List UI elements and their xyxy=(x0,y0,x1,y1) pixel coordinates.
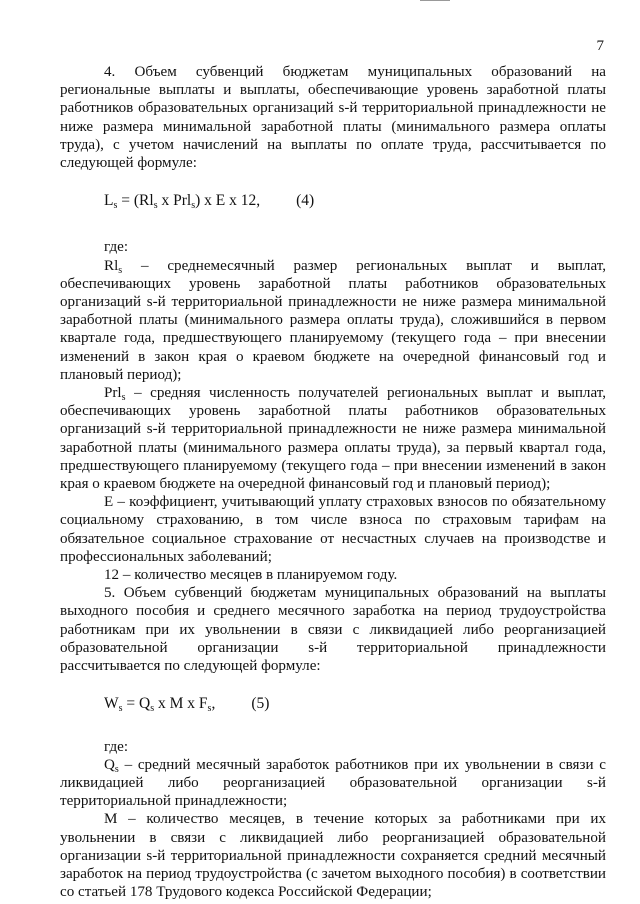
scan-mark xyxy=(420,0,450,4)
formula-4: $L_s = (Rl_s$ x Prl$_s$) x E x 12, (4) xyxy=(104,192,315,212)
definition-e: E – коэффициент, учитывающий уплату страховых взносов по обязательному социальному страхованию, в том числе взноса по страховым тарифам на обязательное социальное страхование от несчастных случаев на производстве и профессиональных заболеваний; xyxy=(60,494,606,565)
definition-prl: Prl$_s$ – средняя численность получателей региональных выплат и выплат, обеспечивающих уровень заработной платы работников образовательных организаций s-й территориальной принадлежности не ниже размера минимальной заработной платы (минимального размера оплаты труда), за первый квартал года, предшествующего планируемому (текущего года – при внесении изменений в закон края о краевом бюджете на очередной финансовый год и плановый период); xyxy=(60,385,606,493)
formula-5: $W_s = Q_s$ x M x $F_s$, (5) xyxy=(104,695,270,715)
paragraph-4: 4. Объем субвенций бюджетам муниципальных образований на региональные выплаты и выплаты, обеспечивающие уровень заработной платы работников образовательных организаций s-й территориальной принадлежности не ниже размера минимальной заработной платы (минимального размера оплаты труда), с учетом начислений на выплаты по оплате труда, рассчитывается по следующей формуле: xyxy=(60,64,606,172)
formula-4-number: (4) xyxy=(296,192,315,210)
where-label-2: где: xyxy=(104,738,129,755)
page-number: 7 xyxy=(596,38,604,54)
definition-rl: $Rl_s$ – среднемесячный размер региональных выплат и выплат, обеспечивающих уровень заработной платы работников образовательных организаций s-й территориальной принадлежности не ниже размера минимальной заработной платы (минимального размера оплаты труда), сложившийся в первом квартале года, предшествующего планируемому (текущего года – при внесении изменений в закон края о краевом бюджете на очередной финансовый год и плановый период); xyxy=(60,257,606,383)
definition-m: M – количество месяцев, в течение которых за работниками при их увольнении в связи с ликвидацией либо реорганизацией образовательной организации s-й территориальной принадлежности сохраняется средний месячный заработок на период трудоустройства (с зачетом выходного пособия) в соответствии со статьей 178 Трудового кодекса Российской Федерации; xyxy=(60,811,606,901)
definition-12: 12 – количество месяцев в планируемом году. xyxy=(104,567,398,584)
paragraph-5: 5. Объем субвенций бюджетам муниципальных образований на выплаты выходного пособия и среднего месячного заработка на период трудоустройства работникам при их увольнении в связи с ликвидацией либо реорганизацией образовательной организации s-й территориальной принадлежности рассчитывается по следующей формуле: xyxy=(60,585,606,675)
where-label: где: xyxy=(104,239,129,256)
document-body xyxy=(60,63,606,901)
formula-5-number: (5) xyxy=(251,695,270,713)
definition-q: $Q_s$ – средний месячный заработок работников при их увольнении в связи с ликвидацией либо реорганизацией образовательной организации s-й территориальной принадлежности; xyxy=(60,756,606,810)
